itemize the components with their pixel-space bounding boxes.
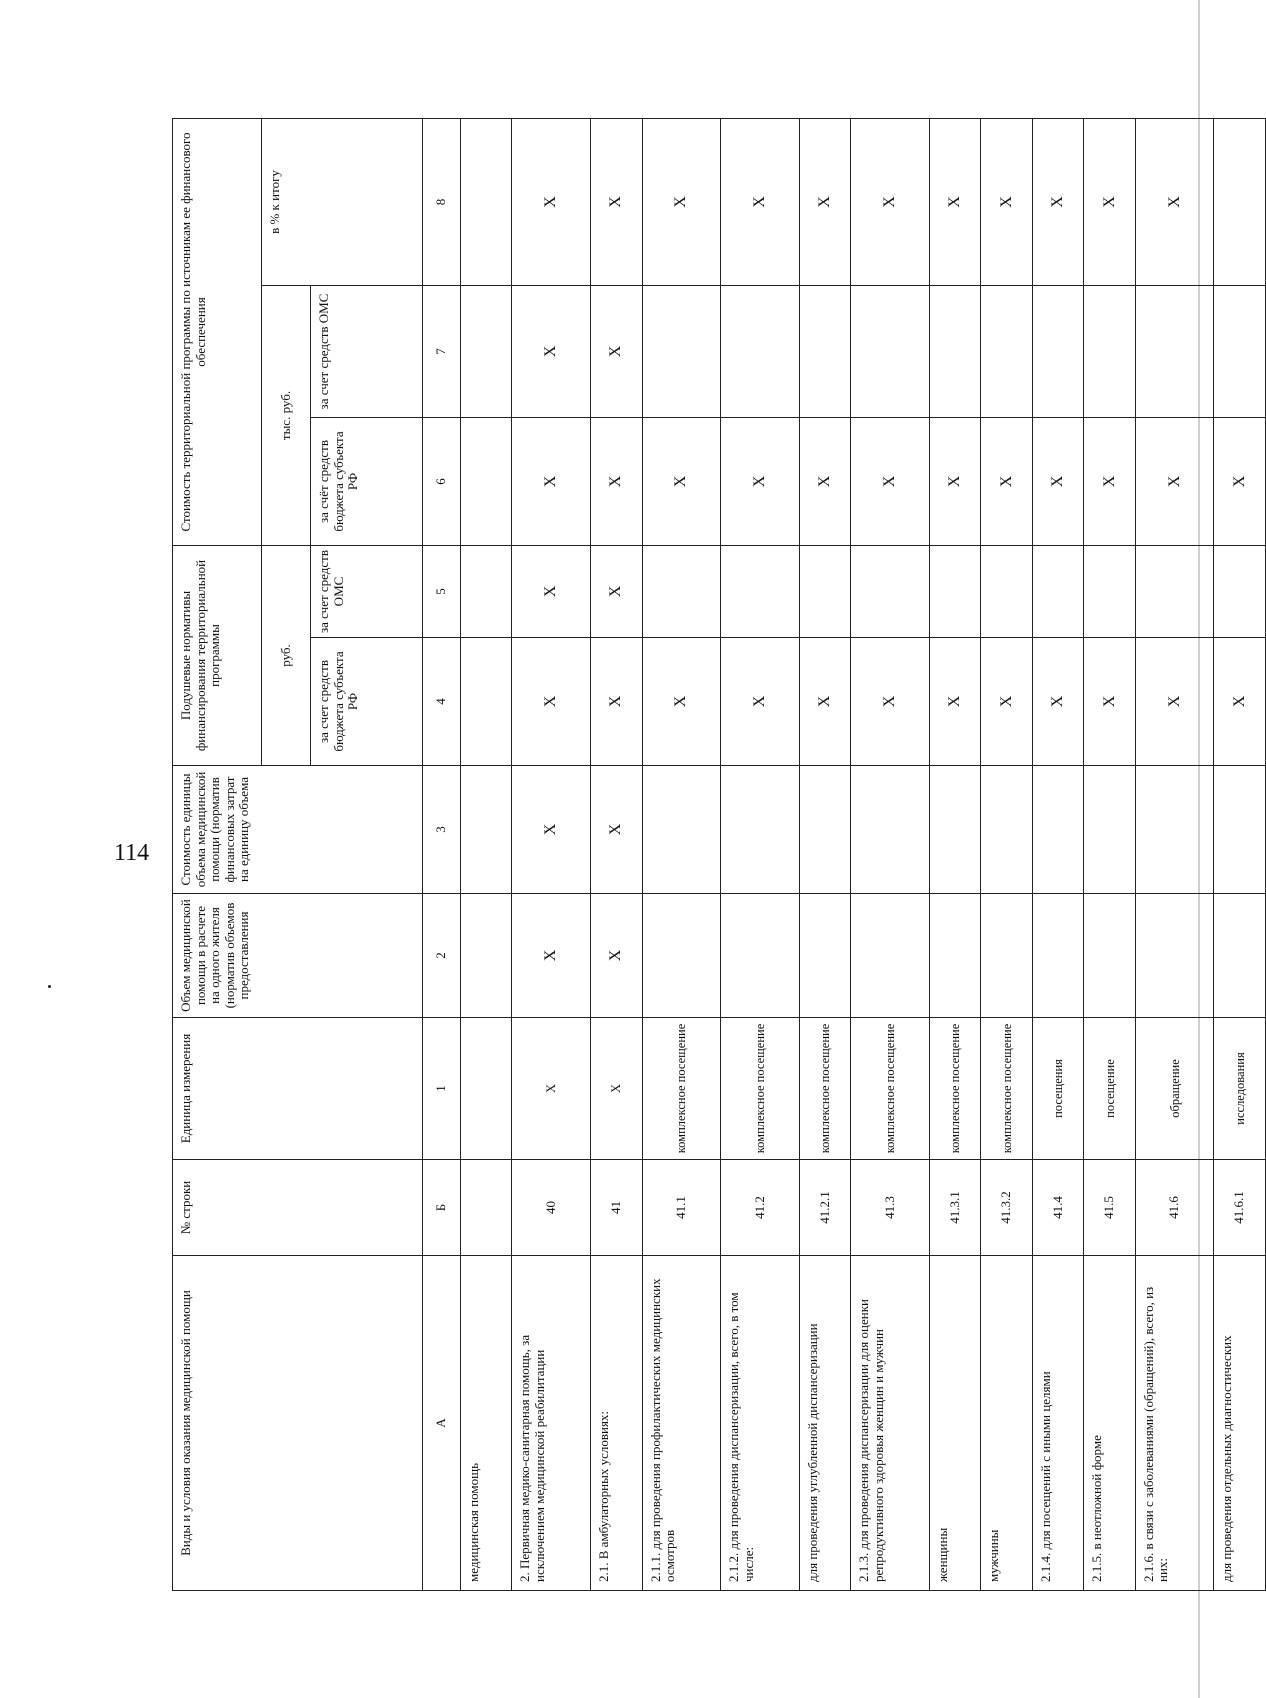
column-number: 6	[423, 418, 461, 546]
column-number: 2	[423, 894, 461, 1018]
header-program-cost-budget: за счёт средств бюджета субъекта РФ	[311, 418, 423, 546]
row-program-oms	[1214, 286, 1266, 418]
row-cost	[1084, 766, 1135, 894]
row-program-oms: X	[591, 286, 642, 418]
row-program-budget: X	[1214, 418, 1266, 546]
header-program-cost-unit: тыс. руб.	[262, 286, 311, 546]
row-number: 41.6.1	[1214, 1160, 1266, 1256]
row-number: 41.2.1	[799, 1160, 850, 1256]
row-cost	[461, 766, 512, 894]
row-number	[461, 1160, 512, 1256]
row-name: для проведения отдельных диагностических	[1214, 1256, 1266, 1591]
header-row-no: № строки	[173, 1160, 423, 1256]
row-program-budget: X	[642, 418, 721, 546]
row-name: женщины	[929, 1256, 980, 1591]
row-volume	[461, 894, 512, 1018]
row-volume	[1135, 894, 1214, 1018]
row-program-budget: X	[851, 418, 930, 546]
header-program-cost: Стоимость территориальной программы по источникам ее финансового обеспечения	[173, 118, 262, 545]
row-cost: X	[512, 766, 591, 894]
row-program-pct: X	[981, 118, 1032, 285]
row-per-capita-budget: X	[512, 638, 591, 766]
row-per-capita-oms	[799, 546, 850, 638]
row-program-pct: X	[929, 118, 980, 285]
row-program-pct: X	[642, 118, 721, 285]
header-unit: Единица измерения	[173, 1018, 423, 1160]
table-row	[851, 118, 930, 1590]
row-volume	[721, 894, 800, 1018]
row-per-capita-oms	[981, 546, 1032, 638]
column-number: 7	[423, 286, 461, 418]
row-program-oms	[1032, 286, 1083, 418]
row-program-budget: X	[1084, 418, 1135, 546]
column-number: 4	[423, 638, 461, 766]
table-row	[1032, 118, 1083, 1590]
row-program-budget: X	[981, 418, 1032, 546]
column-number: 8	[423, 118, 461, 285]
row-number: 41.4	[1032, 1160, 1083, 1256]
header-per-capita: Подушевые нормативы финансирования территориальной программы	[173, 546, 262, 766]
row-program-pct	[1214, 118, 1266, 285]
row-cost	[642, 766, 721, 894]
row-name: 2.1.4. для посещений с иными целями	[1032, 1256, 1083, 1591]
row-program-oms	[642, 286, 721, 418]
row-program-oms	[721, 286, 800, 418]
row-name: для проведения углубленной диспансеризации	[799, 1256, 850, 1591]
funding-table	[172, 118, 1266, 1591]
row-unit: исследования	[1214, 1018, 1266, 1160]
row-name: 2. Первичная медико-санитарная помощь, за исключением медицинской реабилитации	[512, 1256, 591, 1591]
row-cost	[851, 766, 930, 894]
row-cost	[929, 766, 980, 894]
row-number: 41.3.2	[981, 1160, 1032, 1256]
row-per-capita-oms: X	[591, 546, 642, 638]
header-volume: Объем медицинской помощи в расчете на одного жителя (норматив объемов предоставления	[173, 894, 423, 1018]
row-program-oms	[981, 286, 1032, 418]
row-program-pct: X	[1084, 118, 1135, 285]
table-row	[929, 118, 980, 1590]
row-per-capita-oms	[1084, 546, 1135, 638]
row-program-budget: X	[591, 418, 642, 546]
row-program-pct: X	[512, 118, 591, 285]
row-program-budget: X	[1135, 418, 1214, 546]
row-program-pct	[461, 118, 512, 285]
row-program-oms	[461, 286, 512, 418]
header-program-cost-oms: за счет средств ОМС	[311, 286, 423, 418]
row-per-capita-budget: X	[591, 638, 642, 766]
row-volume	[851, 894, 930, 1018]
row-unit: посещения	[1032, 1018, 1083, 1160]
row-unit: комплексное посещение	[642, 1018, 721, 1160]
row-unit: комплексное посещение	[981, 1018, 1032, 1160]
row-unit: обращение	[1135, 1018, 1214, 1160]
row-cost	[799, 766, 850, 894]
row-per-capita-budget: X	[929, 638, 980, 766]
row-name: 2.1.2. для проведения диспансеризации, всего, в том числе:	[721, 1256, 800, 1591]
table-row	[461, 118, 512, 1590]
row-per-capita-budget	[461, 638, 512, 766]
column-number: Б	[423, 1160, 461, 1256]
row-per-capita-budget: X	[1214, 638, 1266, 766]
row-cost	[1214, 766, 1266, 894]
scan-speck	[48, 985, 51, 988]
table-row	[642, 118, 721, 1590]
table-row	[591, 118, 642, 1590]
column-number: 5	[423, 546, 461, 638]
row-per-capita-oms	[1032, 546, 1083, 638]
row-per-capita-oms	[642, 546, 721, 638]
table-row	[1214, 118, 1266, 1590]
row-number: 41.1	[642, 1160, 721, 1256]
row-cost	[721, 766, 800, 894]
table-row	[981, 118, 1032, 1590]
row-per-capita-oms	[461, 546, 512, 638]
row-unit: X	[512, 1018, 591, 1160]
row-program-pct: X	[799, 118, 850, 285]
row-unit: комплексное посещение	[929, 1018, 980, 1160]
header-per-capita-unit: руб.	[262, 546, 311, 766]
row-unit	[461, 1018, 512, 1160]
row-name: медицинская помощь	[461, 1256, 512, 1591]
row-program-oms	[851, 286, 930, 418]
row-program-pct: X	[721, 118, 800, 285]
row-per-capita-oms	[1214, 546, 1266, 638]
row-number: 41.3	[851, 1160, 930, 1256]
row-program-oms	[1084, 286, 1135, 418]
row-name: 2.1.6. в связи с заболеваниями (обращений), всего, из них:	[1135, 1256, 1214, 1591]
header-per-capita-budget: за счет средств бюджета субъекта РФ	[311, 638, 423, 766]
header-per-capita-oms: за счет средств ОМС	[311, 546, 423, 638]
row-per-capita-oms: X	[512, 546, 591, 638]
row-program-budget: X	[1032, 418, 1083, 546]
header-program-cost-pct: в % к итогу	[262, 118, 423, 285]
row-unit: комплексное посещение	[851, 1018, 930, 1160]
row-volume	[929, 894, 980, 1018]
row-program-pct: X	[591, 118, 642, 285]
row-volume	[1084, 894, 1135, 1018]
row-unit: посещение	[1084, 1018, 1135, 1160]
row-program-oms: X	[512, 286, 591, 418]
table-row	[1135, 118, 1214, 1590]
row-volume	[981, 894, 1032, 1018]
page-number: 114	[114, 840, 150, 866]
row-program-budget: X	[721, 418, 800, 546]
row-per-capita-oms	[721, 546, 800, 638]
table-row	[721, 118, 800, 1590]
row-per-capita-budget: X	[642, 638, 721, 766]
row-per-capita-oms	[1135, 546, 1214, 638]
row-per-capita-budget: X	[721, 638, 800, 766]
row-volume	[1214, 894, 1266, 1018]
column-number: 3	[423, 766, 461, 894]
row-program-oms	[799, 286, 850, 418]
row-number: 41.5	[1084, 1160, 1135, 1256]
row-per-capita-budget: X	[1084, 638, 1135, 766]
header-kind: Виды и условия оказания медицинской помощи	[173, 1256, 423, 1591]
row-unit: комплексное посещение	[799, 1018, 850, 1160]
row-name: 2.1.1. для проведения профилактических медицинских осмотров	[642, 1256, 721, 1591]
row-program-pct: X	[1135, 118, 1214, 285]
table-row	[512, 118, 591, 1590]
row-program-budget: X	[512, 418, 591, 546]
row-per-capita-budget: X	[799, 638, 850, 766]
row-number: 41	[591, 1160, 642, 1256]
header-cost: Стоимость единицы объема медицинской помощи (норматив финансовых затрат на единицу объема	[173, 766, 423, 894]
row-per-capita-budget: X	[1032, 638, 1083, 766]
row-name: 2.1.3. для проведения диспансеризации для оценки репродуктивного здоровья женщин и мужчин	[851, 1256, 930, 1591]
row-volume	[1032, 894, 1083, 1018]
row-unit: комплексное посещение	[721, 1018, 800, 1160]
row-number: 41.3.1	[929, 1160, 980, 1256]
row-program-pct: X	[1032, 118, 1083, 285]
table-row	[799, 118, 850, 1590]
row-program-budget	[461, 418, 512, 546]
row-per-capita-budget: X	[981, 638, 1032, 766]
row-name: 2.1.5. в неотложной форме	[1084, 1256, 1135, 1591]
row-program-pct: X	[851, 118, 930, 285]
row-volume	[642, 894, 721, 1018]
row-per-capita-oms	[929, 546, 980, 638]
row-per-capita-budget: X	[851, 638, 930, 766]
row-volume: X	[512, 894, 591, 1018]
row-number: 40	[512, 1160, 591, 1256]
row-program-oms	[1135, 286, 1214, 418]
column-number: А	[423, 1256, 461, 1591]
row-name: 2.1. В амбулаторных условиях:	[591, 1256, 642, 1591]
row-cost	[1032, 766, 1083, 894]
row-program-budget: X	[799, 418, 850, 546]
rotated-table-container	[172, 119, 1266, 1591]
row-cost: X	[591, 766, 642, 894]
column-number: 1	[423, 1018, 461, 1160]
row-cost	[1135, 766, 1214, 894]
table-row	[1084, 118, 1135, 1590]
row-program-budget: X	[929, 418, 980, 546]
row-number: 41.2	[721, 1160, 800, 1256]
row-volume	[799, 894, 850, 1018]
row-unit: X	[591, 1018, 642, 1160]
row-volume: X	[591, 894, 642, 1018]
row-per-capita-budget: X	[1135, 638, 1214, 766]
row-cost	[981, 766, 1032, 894]
row-number: 41.6	[1135, 1160, 1214, 1256]
row-name: мужчины	[981, 1256, 1032, 1591]
row-per-capita-oms	[851, 546, 930, 638]
row-program-oms	[929, 286, 980, 418]
